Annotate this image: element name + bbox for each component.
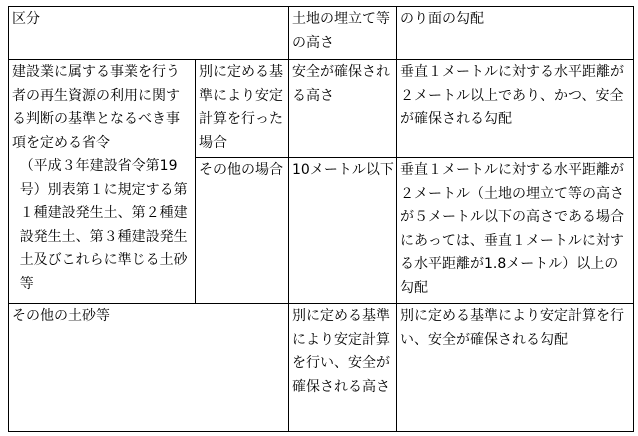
header-slope: のり面の勾配 — [397, 7, 634, 60]
subcategory-other: その他の場合 — [196, 158, 289, 304]
category-law-detail: （平成３年建設省令第19号）別表第１に規定する第１種建設発生土、第２種建設発生土、第３種建設発生土及びこれらに準じる土砂等 — [19, 158, 188, 292]
other-soil-category-cell: その他の土砂等 — [9, 304, 289, 432]
table-row — [9, 304, 634, 432]
subcategory-stability-calc: 別に定める基準により安定計算を行った場合 — [196, 60, 289, 158]
height-cell: 安全が確保される高さ — [289, 60, 397, 158]
slope-cell: 垂直１メートルに対する水平距離が２メートル以上であり、かつ、安全が確保される勾配 — [397, 60, 634, 158]
slope-cell: 垂直１メートルに対する水平距離が２メートル（土地の埋立て等の高さが５メートル以下の高さである場合にあっては、垂直１メートルに対する水平距離が1.8メートル）以上の勾配 — [397, 158, 634, 304]
header-fill-height: 土地の埋立て等の高さ — [289, 7, 397, 60]
header-row — [9, 7, 634, 60]
height-cell: 別に定める基準により安定計算を行い、安全が確保される高さ — [289, 304, 397, 432]
construction-soil-category-cell — [9, 60, 196, 304]
category-law-name: 建設業に属する事業を行う者の再生資源の利用に関する判断の基準となるべき事項を定める省令 — [12, 64, 180, 151]
regulation-table — [8, 6, 634, 432]
slope-cell: 別に定める基準により安定計算を行い、安全が確保される勾配 — [397, 304, 634, 432]
height-cell: 10メートル以下 — [289, 158, 397, 304]
table-row — [9, 60, 634, 158]
header-category: 区分 — [9, 7, 289, 60]
